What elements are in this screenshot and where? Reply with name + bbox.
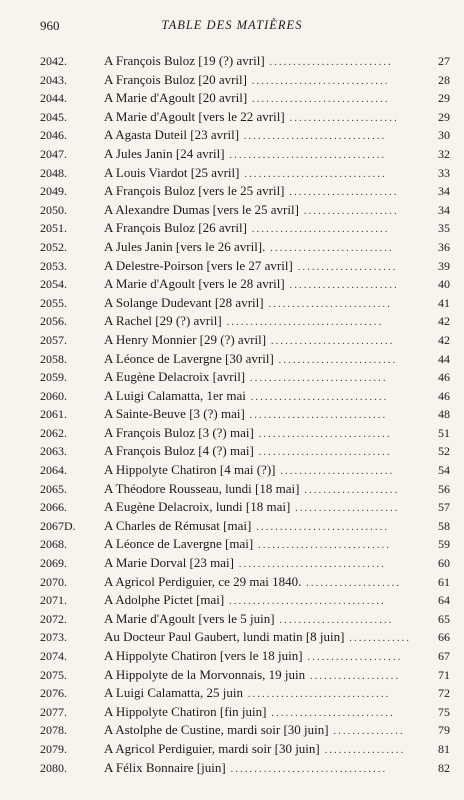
- entry-title: [104, 610, 464, 630]
- entry-title-text: A Astolphe de Custine, mardi soir [30 juin]: [104, 722, 329, 738]
- dot-leader: .............: [344, 632, 411, 645]
- entry-title-text: A Marie d'Agoult [vers le 5 juin]: [104, 610, 275, 626]
- dot-leader: ...............................: [233, 558, 386, 571]
- entry-page-number: 65: [438, 611, 450, 626]
- dot-leader: ......................: [290, 502, 400, 515]
- toc-entry: [0, 89, 464, 108]
- entry-title: [104, 89, 464, 109]
- dot-leader: .................................: [221, 316, 384, 329]
- dot-leader: .............................: [246, 223, 390, 236]
- toc-entry: [0, 628, 464, 647]
- dot-leader: .................................: [225, 762, 388, 775]
- dot-leader: ..........................: [263, 297, 392, 310]
- entry-page-number: 33: [438, 165, 450, 180]
- entry-title: [104, 219, 464, 239]
- dot-leader: ........................: [275, 465, 395, 478]
- toc-entry: [0, 498, 464, 517]
- dot-leader: .....................: [292, 260, 398, 273]
- entry-title-text: A Solange Dudevant [28 avril]: [104, 294, 264, 310]
- entry-number: 2056.: [40, 314, 67, 329]
- entry-title-text: A Hippolyte Chatiron [vers le 18 juin]: [104, 648, 303, 663]
- toc-entry: [0, 350, 464, 369]
- toc-entry: [0, 387, 464, 406]
- dot-leader: ..............................: [239, 130, 387, 143]
- dot-leader: .............................: [245, 390, 389, 403]
- entry-number: 2050.: [40, 202, 67, 217]
- entry-number: 2068.: [40, 537, 67, 552]
- toc-entry: [0, 405, 464, 424]
- entry-page-number: 39: [438, 258, 450, 273]
- toc-entry: [0, 517, 464, 536]
- entry-number: 2075.: [40, 667, 67, 682]
- dot-leader: .................................: [224, 595, 386, 608]
- entry-page-number: 28: [438, 72, 450, 87]
- dot-leader: ..............................: [239, 167, 387, 180]
- toc-entry: [0, 461, 464, 480]
- entry-title-text: A Marie Dorval [23 mai]: [104, 555, 234, 571]
- entry-number: 2063.: [40, 444, 67, 459]
- entry-page-number: 54: [438, 463, 450, 478]
- entry-page-number: 67: [438, 649, 450, 663]
- dot-leader: ............................: [253, 427, 392, 440]
- entry-title-text: Au Docteur Paul Gaubert, lundi matin [8 juin]: [104, 629, 345, 645]
- entry-title: [104, 666, 464, 686]
- entry-title-text: A Rachel [29 (?) avril]: [104, 313, 222, 329]
- toc-entry: [0, 275, 464, 294]
- entry-title: [104, 498, 464, 518]
- entry-number: 2059.: [40, 370, 67, 385]
- toc-entry: [0, 759, 464, 778]
- running-title: TABLE DES MATIÈRES: [161, 18, 303, 32]
- entry-page-number: 27: [438, 54, 450, 68]
- entry-title-text: A François Buloz [26 avril]: [104, 220, 247, 236]
- dot-leader: .........................: [273, 353, 398, 366]
- entry-number: 2078.: [40, 723, 67, 738]
- entry-title: [104, 257, 464, 277]
- entry-page-number: 46: [438, 370, 450, 385]
- table-of-contents: [0, 52, 464, 777]
- dot-leader: ...............: [328, 725, 405, 738]
- entry-page-number: 58: [438, 518, 450, 533]
- entry-page-number: 36: [438, 239, 450, 254]
- toc-entry: [0, 554, 464, 573]
- entry-page-number: 32: [438, 146, 450, 161]
- toc-entry: [0, 331, 464, 350]
- entry-number: 2074.: [40, 649, 67, 663]
- dot-leader: .................: [319, 743, 406, 756]
- entry-title-text: A Sainte-Beuve [3 (?) mai]: [104, 406, 245, 422]
- entry-title-text: A Henry Monnier [29 (?) avril]: [104, 331, 267, 347]
- entry-page-number: 61: [438, 574, 450, 589]
- entry-page-number: 52: [438, 444, 450, 459]
- toc-entry: [0, 666, 464, 685]
- dot-leader: ............................: [253, 446, 392, 459]
- entry-title-text: A François Buloz [20 avril]: [104, 71, 247, 87]
- entry-title: [104, 350, 464, 370]
- entry-title-text: A Agricol Perdiguier, mardi soir [30 juin]: [104, 740, 320, 756]
- entry-title: [104, 517, 464, 537]
- toc-entry: [0, 108, 464, 127]
- toc-entry: [0, 480, 464, 499]
- toc-entry: [0, 71, 464, 90]
- entry-title: [104, 424, 464, 444]
- entry-title: [104, 126, 464, 146]
- toc-entry: [0, 703, 464, 722]
- toc-entry: [0, 573, 464, 592]
- dot-leader: ..............................: [243, 688, 391, 701]
- entry-title: [104, 108, 464, 128]
- dot-leader: ...................: [305, 669, 401, 682]
- entry-number: 2049.: [40, 184, 67, 199]
- entry-title: [104, 573, 464, 593]
- entry-page-number: 40: [438, 277, 450, 292]
- entry-title: [104, 461, 464, 481]
- entry-title-text: A François Buloz [4 (?) mai]: [104, 443, 254, 459]
- entry-page-number: 57: [438, 500, 450, 515]
- entry-title: [104, 480, 464, 500]
- entry-number: 2053.: [40, 258, 67, 273]
- entry-title: [104, 647, 464, 667]
- entry-title-text: A Marie d'Agoult [vers le 22 avril]: [104, 108, 285, 124]
- entry-title-text: A Léonce de Lavergne [30 avril]: [104, 350, 274, 366]
- entry-number: 2067D.: [40, 518, 76, 533]
- entry-page-number: 44: [438, 351, 450, 366]
- entry-title-text: A François Buloz [vers le 25 avril]: [104, 183, 285, 199]
- dot-leader: ....................: [298, 204, 399, 217]
- entry-title: [104, 275, 464, 295]
- entry-page-number: 81: [438, 741, 450, 756]
- entry-page-number: 29: [438, 91, 450, 106]
- entry-number: 2079.: [40, 741, 67, 756]
- entry-title: [104, 201, 464, 221]
- entry-title: [104, 145, 464, 165]
- entry-number: 2060.: [40, 388, 67, 403]
- entry-title: [104, 368, 464, 388]
- dot-leader: .................................: [224, 148, 387, 161]
- entry-title-text: A Jules Janin [24 avril]: [104, 145, 225, 161]
- entry-title: [104, 387, 464, 407]
- entry-title-text: A Luigi Calamatta, 1er mai: [104, 387, 246, 403]
- entry-title-text: A Charles de Rémusat [mai]: [104, 517, 252, 533]
- entry-page-number: 29: [438, 109, 450, 124]
- entry-title-text: A Delestre-Poirson [vers le 27 avril]: [104, 257, 293, 273]
- entry-number: 2065.: [40, 481, 67, 496]
- dot-leader: ..........................: [266, 334, 395, 347]
- entry-title-text: A Agasta Duteil [23 avril]: [104, 127, 240, 143]
- entry-page-number: 42: [438, 314, 450, 329]
- entry-number: 2054.: [40, 277, 67, 292]
- entry-page-number: 51: [438, 425, 450, 440]
- toc-entry: [0, 442, 464, 461]
- entry-page-number: 41: [438, 295, 450, 310]
- toc-entry: [0, 126, 464, 145]
- entry-page-number: 71: [438, 667, 450, 682]
- entry-title: [104, 703, 464, 723]
- entry-title-text: A Marie d'Agoult [20 avril]: [104, 90, 248, 106]
- entry-page-number: 75: [438, 704, 450, 719]
- entry-title-text: A Hippolyte Chatiron [fin juin]: [104, 703, 267, 719]
- dot-leader: .............................: [244, 409, 388, 422]
- entry-title-text: A Louis Viardot [25 avril]: [104, 164, 240, 180]
- entry-title: [104, 182, 464, 202]
- entry-title: [104, 331, 464, 351]
- entry-title: [104, 628, 464, 648]
- dot-leader: ....................: [301, 576, 402, 589]
- entry-number: 2047.: [40, 146, 67, 161]
- entry-number: 2044.: [40, 91, 67, 106]
- dot-leader: .......................: [284, 186, 399, 199]
- entry-title-text: A Marie d'Agoult [vers le 28 avril]: [104, 276, 285, 292]
- toc-entry: [0, 424, 464, 443]
- toc-entry: [0, 164, 464, 183]
- toc-entry: [0, 201, 464, 220]
- dot-leader: ..........................: [266, 706, 395, 719]
- dot-leader: .......................: [284, 111, 399, 124]
- entry-number: 2042.: [40, 54, 67, 68]
- entry-title-text: A Eugène Delacroix [avril]: [104, 369, 246, 385]
- entry-number: 2052.: [40, 239, 67, 254]
- entry-number: 2055.: [40, 295, 67, 310]
- entry-title: [104, 535, 464, 555]
- entry-page-number: 46: [438, 388, 450, 403]
- toc-entry: [0, 238, 464, 257]
- entry-title: [104, 740, 464, 760]
- entry-title-text: A Adolphe Pictet [mai]: [104, 592, 225, 608]
- toc-entry: [0, 368, 464, 387]
- dot-leader: .............................: [247, 93, 390, 106]
- entry-title: [104, 759, 464, 779]
- entry-page-number: 35: [438, 221, 450, 236]
- toc-entry: [0, 294, 464, 313]
- entry-page-number: 82: [438, 760, 450, 775]
- entry-page-number: 66: [438, 630, 450, 645]
- toc-entry: [0, 740, 464, 759]
- dot-leader: ....................: [299, 483, 400, 496]
- entry-page-number: 34: [438, 202, 450, 217]
- entry-number: 2057.: [40, 332, 67, 347]
- toc-entry: [0, 647, 464, 666]
- entry-page-number: 64: [438, 593, 450, 608]
- entry-number: 2073.: [40, 630, 67, 645]
- entry-page-number: 79: [438, 723, 450, 738]
- entry-title-text: A Hippolyte Chatiron [4 mai (?)]: [104, 462, 276, 478]
- entry-title: [104, 554, 464, 574]
- entry-page-number: 48: [438, 407, 450, 422]
- dot-leader: .............................: [246, 74, 390, 87]
- entry-page-number: 60: [438, 556, 450, 571]
- entry-page-number: 30: [438, 128, 450, 143]
- page-header: [0, 18, 464, 38]
- entry-number: 2048.: [40, 165, 67, 180]
- entry-number: 2062.: [40, 425, 67, 440]
- dot-leader: ..........................: [265, 241, 394, 254]
- entry-page-number: 34: [438, 184, 450, 199]
- entry-title-text: A Luigi Calamatta, 25 juin: [104, 685, 244, 701]
- entry-number: 2077.: [40, 704, 67, 719]
- entry-page-number: 42: [438, 332, 450, 347]
- toc-entry: [0, 591, 464, 610]
- toc-entry: [0, 52, 464, 71]
- entry-title: [104, 442, 464, 462]
- entry-title-text: A Jules Janin [vers le 26 avril].: [104, 238, 266, 254]
- dot-leader: .......................: [284, 279, 399, 292]
- entry-title-text: A François Buloz [19 (?) avril]: [104, 53, 265, 68]
- entry-page-number: 56: [438, 481, 450, 496]
- toc-entry: [0, 535, 464, 554]
- page-number: 960: [40, 18, 60, 33]
- entry-number: 2076.: [40, 686, 67, 701]
- toc-entry: [0, 145, 464, 164]
- dot-leader: ..........................: [264, 56, 393, 68]
- entry-number: 2051.: [40, 221, 67, 236]
- entry-title: [104, 294, 464, 314]
- entry-number: 2070.: [40, 574, 67, 589]
- entry-title-text: A Alexandre Dumas [vers le 25 avril]: [104, 201, 299, 217]
- dot-leader: ............................: [253, 539, 391, 552]
- entry-title: [104, 405, 464, 425]
- entry-number: 2043.: [40, 72, 67, 87]
- entry-title-text: A Hippolyte de la Morvonnais, 19 juin: [104, 666, 306, 682]
- entry-title: [104, 52, 464, 72]
- entry-title: [104, 684, 464, 704]
- entry-title-text: A Eugène Delacroix, lundi [18 mai]: [104, 499, 291, 515]
- dot-leader: ....................: [302, 651, 403, 663]
- entry-title: [104, 721, 464, 741]
- entry-title-text: A Léonce de Lavergne [mai]: [104, 536, 254, 552]
- entry-page-number: 72: [438, 686, 450, 701]
- toc-entry: [0, 721, 464, 740]
- entry-page-number: 59: [438, 537, 450, 552]
- entry-title: [104, 71, 464, 91]
- toc-entry: [0, 312, 464, 331]
- dot-leader: ............................: [251, 520, 390, 533]
- entry-number: 2045.: [40, 109, 67, 124]
- entry-title: [104, 312, 464, 332]
- dot-leader: .............................: [245, 372, 388, 385]
- entry-title: [104, 591, 464, 611]
- entry-number: 2080.: [40, 760, 67, 775]
- entry-title-text: A François Buloz [3 (?) mai]: [104, 424, 254, 440]
- entry-number: 2058.: [40, 351, 67, 366]
- entry-number: 2064.: [40, 463, 67, 478]
- entry-title-text: A Félix Bonnaire [juin]: [104, 759, 226, 775]
- entry-title-text: A Agricol Perdiguier, ce 29 mai 1840.: [104, 573, 302, 589]
- dot-leader: ........................: [274, 613, 394, 626]
- entry-title: [104, 164, 464, 184]
- entry-title: [104, 238, 464, 258]
- toc-entry: [0, 182, 464, 201]
- entry-number: 2046.: [40, 128, 67, 143]
- entry-number: 2066.: [40, 500, 67, 515]
- entry-number: 2069.: [40, 556, 67, 571]
- entry-number: 2071.: [40, 593, 67, 608]
- toc-entry: [0, 219, 464, 238]
- entry-number: 2072.: [40, 611, 67, 626]
- toc-entry: [0, 610, 464, 629]
- entry-title-text: A Théodore Rousseau, lundi [18 mai]: [104, 480, 300, 496]
- toc-entry: [0, 684, 464, 703]
- toc-entry: [0, 257, 464, 276]
- entry-number: 2061.: [40, 407, 67, 422]
